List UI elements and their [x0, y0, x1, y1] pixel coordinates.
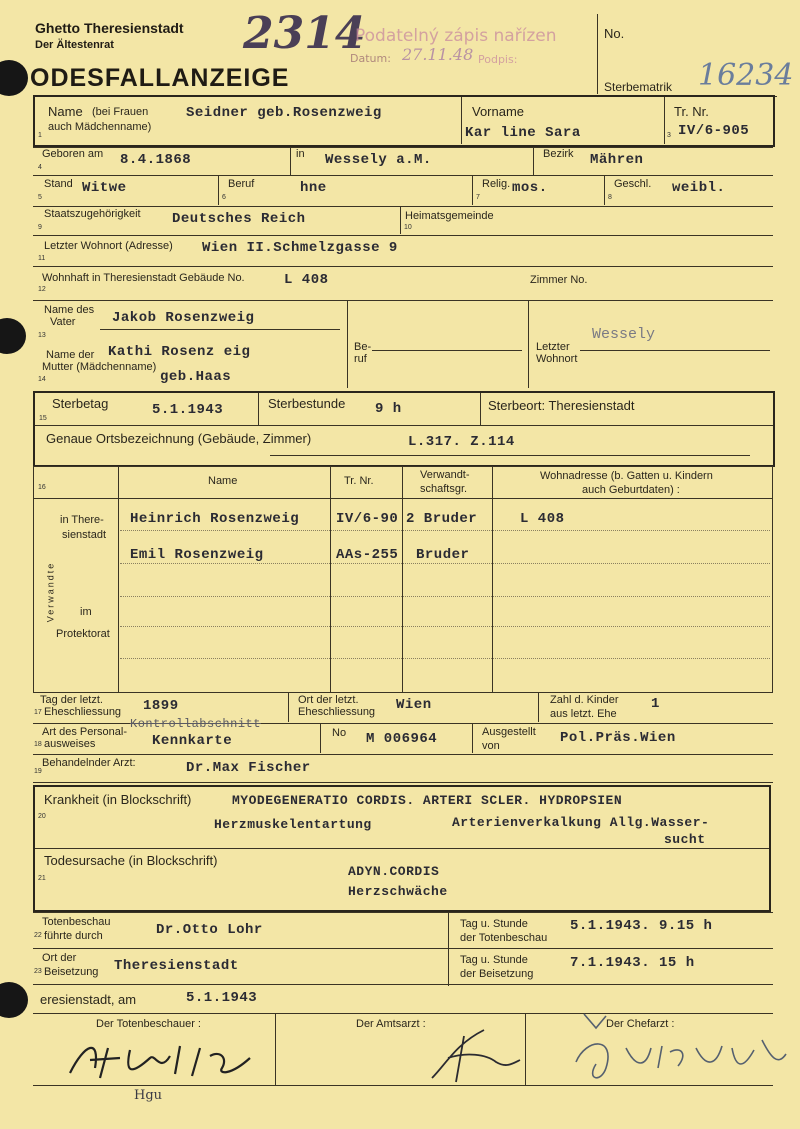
mutter-value: Kathi Rosenz eig: [108, 344, 251, 360]
ort-beis-value: Theresienstadt: [114, 958, 239, 974]
todesursache-value1: ADYN.CORDIS: [348, 864, 440, 879]
sterbeort-label: Sterbeort: Theresienstadt: [488, 398, 635, 413]
staats-value: Deutsches Reich: [172, 211, 306, 227]
name-label-note2: auch Mädchenname): [48, 121, 152, 133]
col-trnr: Tr. Nr.: [344, 475, 374, 487]
stamp-datum-label: Datum:: [350, 52, 391, 65]
ort-beis-label1: Ort der: [42, 952, 77, 964]
relatives-side-label: Verwandte: [45, 561, 56, 623]
gebaeude-value: L 408: [284, 272, 329, 288]
tag-beis-value: 7.1.1943. 15 h: [570, 955, 695, 971]
stand-label: Stand: [44, 178, 73, 190]
vater-label2: Vater: [50, 316, 76, 328]
signature-stroke: [70, 1046, 250, 1078]
ausweis-strike: Kontrollabschnitt: [130, 717, 261, 731]
relative-2-trnr: AAs-255: [336, 547, 399, 563]
relative-1-verw: 2 Bruder: [406, 511, 478, 527]
beruf-value: hne: [300, 180, 327, 196]
col-wohn1: Wohnadresse (b. Gatten u. Kindern: [540, 470, 713, 482]
relative-1-name: Heinrich Rosenzweig: [130, 511, 300, 527]
bezirk-value: Mähren: [590, 152, 644, 168]
vater-value: Jakob Rosenzweig: [112, 310, 255, 326]
mutter-label1: Name der: [46, 349, 95, 361]
beruf2-label1: Be-: [354, 341, 372, 353]
letzter-label2: Wohnort: [536, 353, 578, 365]
name-label: Name: [48, 104, 83, 119]
no-value: M 006964: [366, 731, 438, 747]
tag-beis-label2: der Beisetzung: [460, 968, 534, 980]
arzt-value: Dr.Max Fischer: [186, 760, 311, 776]
stamp-line1: Podatelný zápis nařízen: [355, 26, 557, 46]
im-label: im: [80, 606, 92, 618]
trnr-label: Tr. Nr.: [674, 104, 709, 119]
geboren-label: Geboren am: [42, 148, 104, 160]
sig2-label: Der Amtsarzt :: [356, 1018, 426, 1030]
mutter-value2: geb.Haas: [160, 369, 232, 385]
col-name: Name: [208, 475, 238, 487]
sterbematrik-value: 16234: [698, 58, 794, 93]
relative-2-name: Emil Rosenzweig: [130, 547, 264, 563]
wohnort-value: Wien II.Schmelzgasse 9: [202, 240, 398, 256]
todesursache-value2: Herzschwäche: [348, 884, 448, 899]
name-label-note: (bei Frauen: [92, 106, 149, 118]
kinder-label2: aus letzt. Ehe: [550, 708, 617, 720]
ort-datum-value: 5.1.1943: [186, 990, 258, 1006]
krankheit-value4: sucht: [664, 832, 706, 847]
krankheit-value2: Herzmuskelentartung: [214, 817, 372, 832]
ausgestellt-label1: Ausgestellt: [482, 726, 536, 738]
in-label: in: [296, 148, 305, 160]
sterbetag-label: Sterbetag: [52, 396, 109, 411]
form-title: ODESFALLANZEIGE: [30, 64, 290, 92]
in-there-label2: sienstadt: [62, 529, 107, 541]
ausweis-label2: ausweises: [44, 738, 96, 750]
sig1-label: Der Totenbeschauer :: [96, 1018, 201, 1030]
relig-value: mos.: [512, 180, 548, 196]
ort-beis-label2: Beisetzung: [44, 966, 99, 978]
staats-label: Staatszugehörigkeit: [44, 208, 141, 220]
col-verw2: schaftsgr.: [420, 483, 468, 495]
kinder-label1: Zahl d. Kinder: [550, 694, 619, 706]
signature-totenbeschauer: [60, 1028, 270, 1084]
ort-ehe-label2: Eheschliessung: [298, 706, 376, 718]
no-label: No.: [604, 26, 625, 41]
handwritten-number: 2314: [243, 8, 366, 59]
wohnort-label: Letzter Wohnort (Adresse): [44, 240, 173, 252]
tag-toten-label2: der Totenbeschau: [460, 932, 548, 944]
tag-beis-label1: Tag u. Stunde: [460, 954, 528, 966]
tag-ehe-label1: Tag der letzt.: [40, 694, 103, 706]
kinder-value: 1: [651, 696, 660, 712]
vorname-label: Vorname: [472, 104, 525, 119]
relative-1-adresse: L 408: [520, 511, 565, 527]
initials: Hgu: [134, 1088, 163, 1103]
protektorat-label: Protektorat: [56, 628, 110, 640]
ort-ehe-label1: Ort der letzt.: [298, 694, 359, 706]
beruf-label: Beruf: [228, 178, 255, 190]
geboren-value: 8.4.1868: [120, 152, 192, 168]
document-page: Ghetto Theresienstadt Der Ältestenrat ODESFALLANZEIGE 2314 Podatelný zápis nařízen Datum: 27.11.48 Podpis: No. Sterbematrik 16234 Name (bei Frauen auch Mädchenname) Seidner geb.Rosenzweig Vorname Kar line Sara Tr. Nr. IV/6-905 1 3 Geboren am 8.4.1868 in Wessely a.M. Bezirk Mähren 4 Stand Witwe 5 Beruf hne 6 Relig. mos. 7 Geschl. weibl. 8 Staatszugehörigkeit Deutsches Reich 9 Heimatsgemeinde 10 Letzter Wohnort (Adresse) Wien II.Schmelzgasse 9 11 Wohnhaft in Theresienstadt Gebäude No. L 408 Zimmer No. 12 Name des Vater Jakob Rosenzweig Be- ruf Letzter Wohnort Wessely Name der Mutter (Mädchenname) Kathi Rosenz eig geb.Haas 13 14 Sterbetag 5.1.1943 Sterbestunde 9 h Sterbeort: Theresienstadt 15 Genaue Ortsbezeichnung (Gebäude, Zimmer) L.317. Z.114 16 Name Tr. Nr. Verwandt- schaftsgr. Wohnadresse (b. Gatten u. Kindern auch Geburtdaten) : Verwandte in There- sienstadt im Protektorat Heinrich Rosenzweig IV/6-90 2 Bruder L 408 Emil Rosenzweig AAs-255 Bruder Tag der letzt. Eheschliessung 17 1899 Ort der letzt. Eheschliessung Wien Zahl d. Kinder aus letzt. Ehe 1 Art des Personal- ausweises 18 Kontrollabschnitt Kennkarte No M 006964 Ausgestellt von Pol.Präs.Wien Behandelnder Arzt: 19 Dr.Max Fischer Krankheit (in Blockschrift) 20 MYODEGENERATIO CORDIS. ARTERI SCLER. HYDROPSIEN Herzmuskelentartung Arterienverkalkung Allg.Wasser- sucht Todesursache (in Blockschrift) 21 ADYN.CORDIS Herzschwäche Totenbeschau führte durch 22 Dr.Otto Lohr Tag u. Stunde der Totenbeschau 5.1.1943. 9.15 h Ort der Beisetzung 23 Theresienstadt Tag u. Stunde der Beisetzung 7.1.1943. 15 h eresienstadt, am 5.1.1943 Der Totenbeschauer : Der Amtsarzt : Der Chefarzt : Hgu: [0, 0, 800, 1129]
geschl-label: Geschl.: [614, 178, 652, 190]
todesursache-label: Todesursache (in Blockschrift): [44, 853, 218, 868]
heimat-label: Heimatsgemeinde: [405, 210, 494, 222]
no-label-2: No: [332, 727, 347, 739]
org-line2: Der Ältestenrat: [35, 39, 114, 51]
in-there-label1: in There-: [60, 514, 104, 526]
ausweis-label1: Art des Personal-: [42, 726, 127, 738]
stamp-datum-value: 27.11.48: [402, 45, 474, 64]
vater-label1: Name des: [44, 304, 95, 316]
zimmer-label: Zimmer No.: [530, 274, 588, 286]
header-divider: [597, 14, 598, 94]
relig-label: Relig.: [482, 178, 511, 190]
totenbeschau-value: Dr.Otto Lohr: [156, 922, 263, 938]
letzter-value: Wessely: [592, 326, 656, 343]
arzt-label: Behandelnder Arzt:: [42, 757, 136, 769]
signature-chefarzt: [566, 1008, 790, 1094]
col-verw1: Verwandt-: [420, 469, 470, 481]
sterbestunde-label: Sterbestunde: [268, 396, 346, 411]
ausgestellt-value: Pol.Präs.Wien: [560, 730, 676, 746]
sterbestunde-value: 9 h: [375, 401, 402, 417]
signature-stroke: [576, 1014, 786, 1078]
gebaeude-label: Wohnhaft in Theresienstadt Gebäude No.: [42, 272, 245, 284]
col-wohn2: auch Geburtdaten) :: [582, 484, 680, 496]
krankheit-value3: Arterienverkalkung Allg.Wasser-: [452, 815, 710, 830]
stand-value: Witwe: [82, 180, 127, 196]
org-line1: Ghetto Theresienstadt: [35, 20, 184, 36]
ortsbez-value: L.317. Z.114: [408, 434, 515, 450]
sterbematrik-label: Sterbematrik: [604, 80, 673, 94]
krankheit-value1: MYODEGENERATIO CORDIS. ARTERI SCLER. HYDROPSIEN: [232, 793, 623, 808]
ortsbez-label: Genaue Ortsbezeichnung (Gebäude, Zimmer): [46, 431, 312, 446]
relative-2-verw: Bruder: [416, 547, 470, 563]
relative-1-trnr: IV/6-90: [336, 511, 399, 527]
krankheit-label: Krankheit (in Blockschrift): [44, 792, 192, 807]
tag-toten-value: 5.1.1943. 9.15 h: [570, 918, 713, 934]
punch-hole-middle: [0, 318, 26, 354]
vorname-value: Kar line Sara: [465, 125, 581, 141]
mutter-label2: Mutter (Mädchenname): [42, 361, 157, 373]
sig3-label: Der Chefarzt :: [606, 1018, 675, 1030]
tag-ehe-value: 1899: [143, 698, 179, 714]
signature-amtsarzt: [426, 1024, 526, 1086]
punch-hole-bottom: [0, 982, 28, 1018]
tag-ehe-label2: Eheschliessung: [44, 706, 122, 718]
totenbeschau-label1: Totenbeschau: [42, 916, 111, 928]
letzter-label1: Letzter: [536, 341, 570, 353]
tag-toten-label1: Tag u. Stunde: [460, 918, 528, 930]
sterbetag-value: 5.1.1943: [152, 402, 224, 418]
trnr-value: IV/6-905: [678, 123, 750, 139]
geschl-value: weibl.: [672, 180, 726, 196]
in-value: Wessely a.M.: [325, 152, 432, 168]
ort-ehe-value: Wien: [396, 697, 432, 713]
stamp-podpis-label: Podpis:: [478, 53, 518, 66]
ausweis-value: Kennkarte: [152, 733, 233, 749]
bezirk-label: Bezirk: [543, 148, 574, 160]
beruf2-label2: ruf: [354, 353, 367, 365]
ort-datum-label: eresienstadt, am: [40, 992, 137, 1007]
totenbeschau-label2: führte durch: [44, 930, 103, 942]
ausgestellt-label2: von: [482, 740, 500, 752]
signature-stroke: [432, 1030, 520, 1082]
punch-hole-top: [0, 60, 28, 96]
name-value: Seidner geb.Rosenzweig: [186, 105, 382, 121]
